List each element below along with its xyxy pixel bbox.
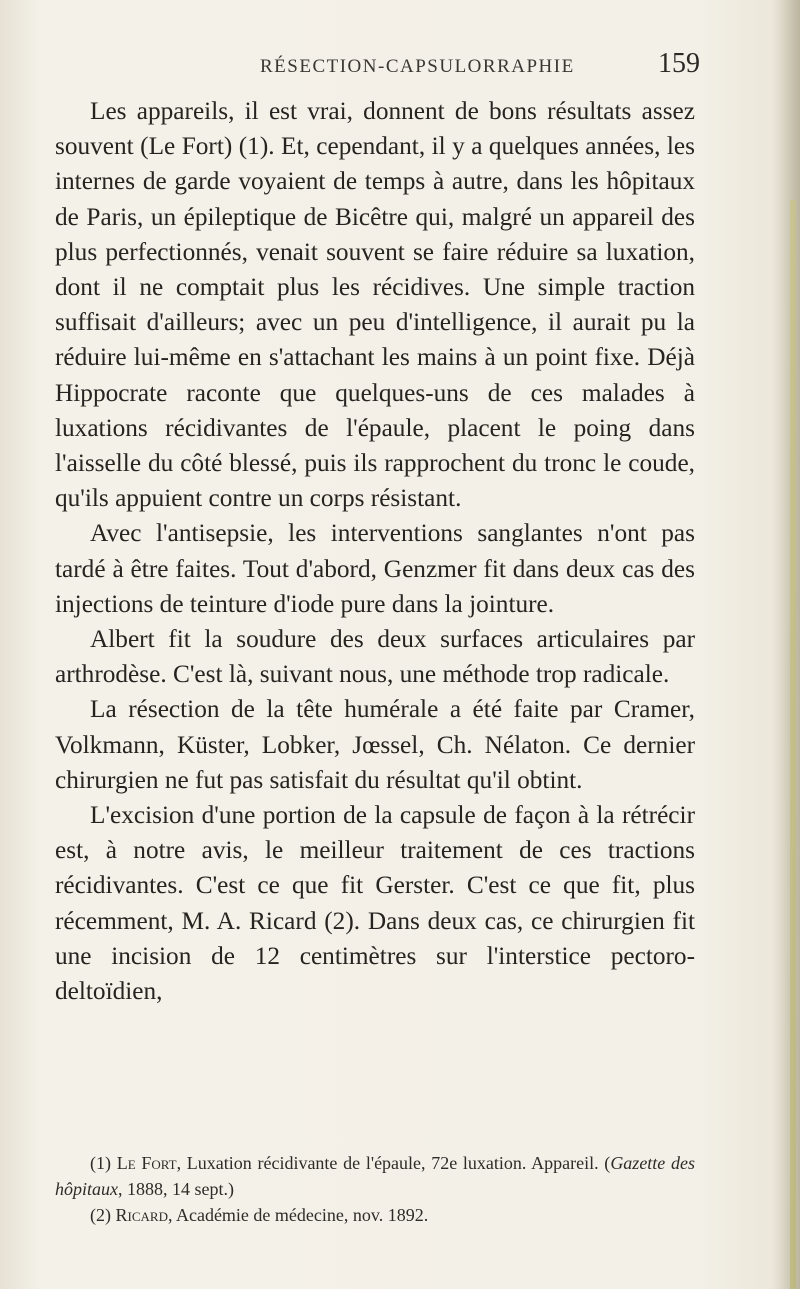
footnotes [55, 1150, 695, 1228]
footnote-2-text-after: , Académie de médecine, nov. 1892. [167, 1205, 429, 1225]
body-text [55, 94, 695, 1009]
paragraph-appareils: Les appareils, il est vrai, donnent de bons résultats assez souvent (Le Fort) (1). Et, cependant, il y a quelques années, les internes de garde voyaient de temps à autre, dans les hôpitaux de Paris, un épileptique de Bicêtre qui, malgré un appareil des plus perfectionnés, venait souvent se faire réduire sa luxation, dont il ne comptait plus les récidives. Une simple traction suffisait d'ailleurs; avec un peu d'intelligence, il aurait pu la réduire lui-même en s'attachant les mains à un point fixe. Déjà Hippocrate raconte que quelques-uns de ces malades à luxations récidivantes de l'épaule, placent le poing dans l'aisselle du côté blessé, puis ils rapprochent du tronc le coude, qu'ils appuient contre un corps résistant. [55, 97, 695, 513]
binding-edge [790, 200, 796, 1289]
footnote-1-marker: (1) [90, 1153, 111, 1173]
paragraph-antisepsie: Avec l'antisepsie, les interventions sanglantes n'ont pas tardé à être faites. Tout d'abord, Genzmer fit dans deux cas des injections de teinture d'iode pure dans la jointure. [55, 519, 695, 618]
paragraph-resection: La résection de la tête humérale a été faite par Cramer, Volkmann, Küster, Lobker, Jœssel, Ch. Nélaton. Ce dernier chirurgien ne fut pas satisfait du résultat qu'il obtint. [55, 695, 695, 794]
footnote-1-author: Le Fort [116, 1153, 177, 1173]
footnote-1-text-after: , 1888, 14 sept.) [118, 1179, 234, 1199]
running-title: RÉSECTION-CAPSULORRAPHIE [260, 56, 575, 77]
footnote-1 [55, 1150, 695, 1202]
footnote-1-text-before: , Luxation récidivante de l'épaule, 72e luxation. Appareil. ( [176, 1153, 611, 1173]
paragraph-excision: L'excision d'une portion de la capsule de façon à la rétrécir est, à notre avis, le meilleur traitement de ces tractions récidivantes. C'est ce que fit Gerster. C'est ce que fit, plus récemment, M. A. Ricard (2). Dans deux cas, ce chirurgien fit une incision de 12 centimètres sur l'interstice pectoro-deltoïdien, [55, 801, 695, 1006]
footnote-1-journal: Gazette des hôpitaux [55, 1153, 695, 1199]
footnote-2-author: Ricard [115, 1205, 168, 1225]
footnote-2 [55, 1202, 695, 1228]
footnote-2-marker: (2) [90, 1205, 111, 1225]
page-number: 159 [658, 48, 700, 79]
page-header [200, 48, 700, 84]
paragraph-albert: Albert fit la soudure des deux surfaces articulaires par arthrodèse. C'est là, suivant nous, une méthode trop radicale. [55, 625, 695, 689]
